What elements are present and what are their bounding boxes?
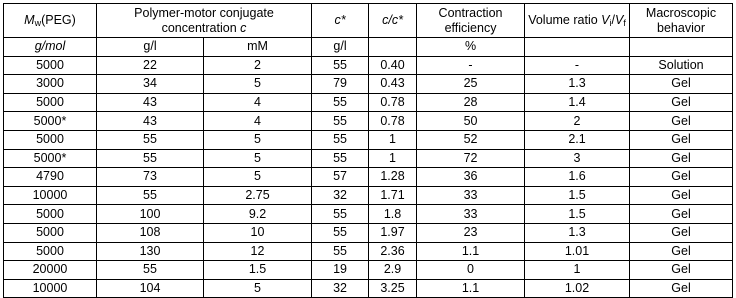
table-cell: 55 [312,93,369,112]
table-cell: 36 [417,168,525,187]
table-cell: 4 [204,93,312,112]
table-cell: 22 [97,56,204,75]
table-cell: 32 [312,186,369,205]
unit-cell: % [417,38,525,57]
table-cell: Gel [630,186,733,205]
table-cell: 33 [417,205,525,224]
table-cell: - [525,56,630,75]
table-cell: 3.25 [369,279,417,298]
table-cell: 5 [204,149,312,168]
table-cell: 55 [97,261,204,280]
table-cell: 130 [97,242,204,261]
header-ratio: c/c* [369,4,417,38]
table-cell: 1 [369,130,417,149]
table-cell: 4 [204,112,312,131]
table-cell: 33 [417,186,525,205]
unit-cell [369,38,417,57]
table-cell: 1 [369,149,417,168]
table-cell: 10000 [4,279,97,298]
table-cell: 3000 [4,75,97,94]
table-cell: 43 [97,93,204,112]
header-mw: $M_w(PEG)$ [4,4,97,38]
table-cell: 1.5 [204,261,312,280]
header-concentration: Polymer-motor conjugate concentration c [97,4,312,38]
table-cell: 55 [312,149,369,168]
table-cell: 2.36 [369,242,417,261]
table-cell: Gel [630,223,733,242]
table-cell: 108 [97,223,204,242]
table-cell: 5000 [4,93,97,112]
unit-cell: g/l [312,38,369,57]
table-cell: 2.1 [525,130,630,149]
table-row [4,205,733,224]
table-cell: 2 [525,112,630,131]
table-cell: 1.5 [525,186,630,205]
table-row [4,75,733,94]
table-cell: 9.2 [204,205,312,224]
table-cell: 1.5 [525,205,630,224]
table-cell: 1.02 [525,279,630,298]
table-cell: 55 [312,130,369,149]
table-cell: 79 [312,75,369,94]
table-cell: 1.6 [525,168,630,187]
table-cell: Gel [630,130,733,149]
table-cell: Solution [630,56,733,75]
table-cell: Gel [630,149,733,168]
table-cell: Gel [630,242,733,261]
table-cell: 10000 [4,186,97,205]
table-cell: 1.01 [525,242,630,261]
table-cell: 55 [312,112,369,131]
table-row [4,242,733,261]
table-cell: 1.3 [525,75,630,94]
unit-cell: g/mol [4,38,97,57]
units-row [4,38,733,57]
table-cell: Gel [630,93,733,112]
table-row [4,93,733,112]
table-cell: 25 [417,75,525,94]
table-cell: 1 [525,261,630,280]
table-cell: - [417,56,525,75]
table-row [4,130,733,149]
table-cell: 73 [97,168,204,187]
table-cell: 55 [312,205,369,224]
unit-cell [525,38,630,57]
table-cell: 1.4 [525,93,630,112]
table-cell: 2 [204,56,312,75]
table-cell: 5000 [4,130,97,149]
table-row [4,279,733,298]
table-cell: 12 [204,242,312,261]
table-cell: Gel [630,205,733,224]
table-cell: 34 [97,75,204,94]
table-cell: 0.78 [369,93,417,112]
table-cell: 5000 [4,242,97,261]
unit-cell: g/l [97,38,204,57]
table-cell: 100 [97,205,204,224]
table-cell: 5 [204,279,312,298]
table-cell: 5 [204,130,312,149]
table-cell: 1.71 [369,186,417,205]
table-cell: 0 [417,261,525,280]
table-cell: 55 [312,56,369,75]
table-cell: 55 [312,242,369,261]
header-cstar: c* [312,4,369,38]
table-row [4,168,733,187]
table-row [4,261,733,280]
table-cell: 10 [204,223,312,242]
table-cell: 104 [97,279,204,298]
table-row [4,149,733,168]
table-row [4,112,733,131]
table-cell: 20000 [4,261,97,280]
header-row [4,4,733,38]
table-cell: 28 [417,93,525,112]
table-cell: 0.40 [369,56,417,75]
table-cell: 1.97 [369,223,417,242]
table-cell: Gel [630,279,733,298]
table-cell: 1.1 [417,242,525,261]
table-cell: Gel [630,75,733,94]
table-cell: 3 [525,149,630,168]
table-row [4,56,733,75]
table-cell: 2.75 [204,186,312,205]
table-cell: 5000 [4,56,97,75]
table-cell: 1.28 [369,168,417,187]
table-cell: 55 [97,186,204,205]
table-cell: 32 [312,279,369,298]
table-cell: Gel [630,261,733,280]
table-cell: 1.1 [417,279,525,298]
table-cell: 5 [204,168,312,187]
unit-cell: mM [204,38,312,57]
unit-cell [630,38,733,57]
table-cell: 52 [417,130,525,149]
table-cell: 5 [204,75,312,94]
table-row [4,186,733,205]
table-cell: 1.8 [369,205,417,224]
table-cell: 1.3 [525,223,630,242]
table-cell: 55 [312,223,369,242]
table-cell: 5000 [4,223,97,242]
table-cell: 2.9 [369,261,417,280]
table-cell: 55 [97,130,204,149]
table-cell: Gel [630,168,733,187]
table-row [4,223,733,242]
table-cell: 0.43 [369,75,417,94]
header-behavior: Macroscopic behavior [630,4,733,38]
header-volume-ratio: Volume ratio $V_i/V_f$ [525,4,630,38]
table-cell: Gel [630,112,733,131]
header-efficiency: Contraction efficiency [417,4,525,38]
table-cell: 50 [417,112,525,131]
table-cell: 5000 [4,205,97,224]
table-cell: 5000* [4,112,97,131]
table-cell: 5000* [4,149,97,168]
data-table [3,3,733,298]
table-cell: 55 [97,149,204,168]
table-cell: 0.78 [369,112,417,131]
table-cell: 72 [417,149,525,168]
table-cell: 23 [417,223,525,242]
table-cell: 19 [312,261,369,280]
table-cell: 43 [97,112,204,131]
table-cell: 57 [312,168,369,187]
table-cell: 4790 [4,168,97,187]
